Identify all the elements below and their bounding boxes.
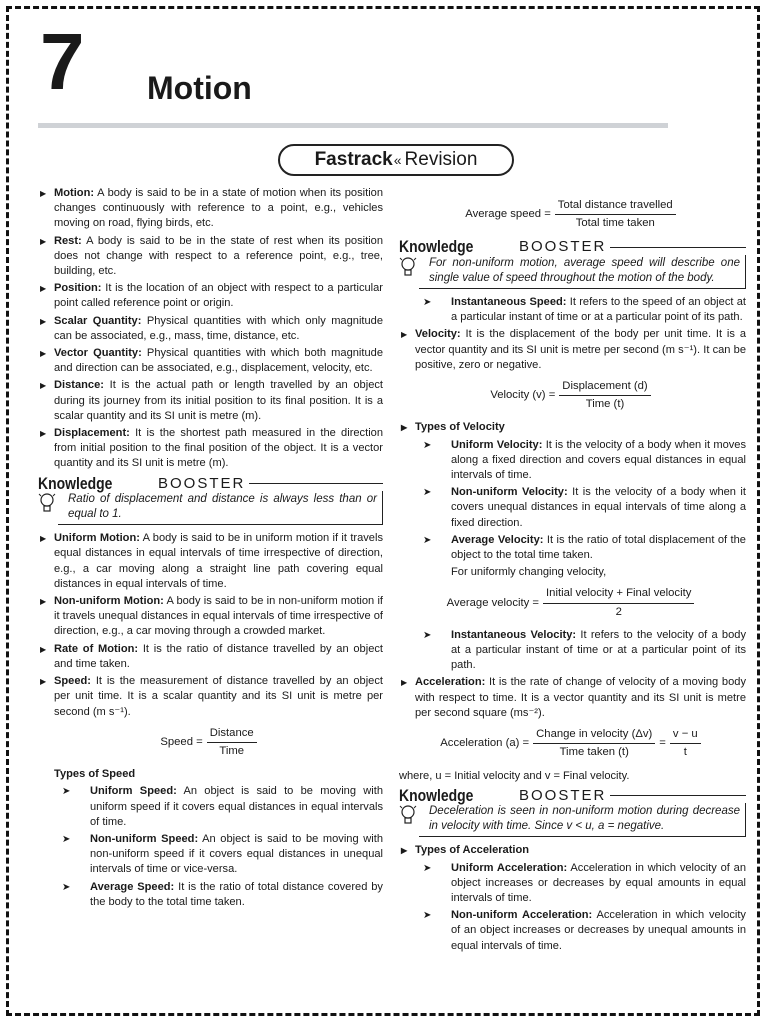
list-item: ▶ Vector Quantity: Physical quantities with which both magnitude and direction can be associated, e.g., displacement, velocity, etc. xyxy=(38,346,383,376)
list-item: ➤ Uniform Velocity: It is the velocity of a body when it moves along a fixed direction and covers equal distances in equal intervals of time. xyxy=(399,438,746,484)
banner-brand: Fastrack xyxy=(314,149,393,170)
chapter-title: Motion xyxy=(147,70,252,106)
list-item: ▶ Speed: It is the measurement of distance travelled by an object per unit time. It is a scalar quantity and its SI unit is metre per second (m s⁻¹). xyxy=(38,674,383,720)
list-item: ➤ Uniform Acceleration: Acceleration in which velocity of an object increases or decreases by equal amounts in equal intervals of time. xyxy=(399,861,746,907)
lightbulb-icon xyxy=(399,255,419,289)
list-item: ▶ Acceleration: It is the rate of change of velocity of a moving body with respect to time. It is a vector quantity and its SI unit is metre per second square (ms⁻²). xyxy=(399,675,746,721)
knowledge-booster: Knowledge BOOSTER For non-uniform motion, average speed will describe one single value of speed throughout the motion of the body. xyxy=(399,239,746,289)
types-of-velocity-heading: ▶ Types of Velocity xyxy=(399,420,746,435)
list-item: ▶ Rate of Motion: It is the ratio of distance travelled by an object and time taken. xyxy=(38,642,383,672)
list-item: ➤ Instantaneous Speed: It refers to the speed of an object at a particular instant of time or at a particular point of its path. xyxy=(399,295,746,325)
list-item: ▶ Velocity: It is the displacement of the body per unit time. It is a vector quantity and its SI unit is metre per second (m s⁻¹). It can be positive, zero or negative. xyxy=(399,327,746,373)
list-item: ➤ Non-uniform Acceleration: Acceleration in which velocity of an object increases or decreases by unequal amounts in equal intervals of time. xyxy=(399,908,746,954)
types-of-acceleration-heading: ▶ Types of Acceleration xyxy=(399,843,746,858)
average-velocity-formula: Average velocity = $\frac{\text{Initial velocity + Final velocity}}{2}$ xyxy=(399,586,746,619)
list-item: ▶ Scalar Quantity: Physical quantities with which only magnitude can be associated, e.g., mass, time, distance, etc. xyxy=(38,314,383,344)
note-text: For uniformly changing velocity, xyxy=(451,566,607,579)
list-item: ➤ Non-uniform Speed: An object is said to be moving with non-uniform speed if it covers equal distances in unequal intervals of time or vice-versa. xyxy=(38,832,383,878)
list-item: ▶ Distance: It is the actual path or length travelled by an object during its journey from its initial position to its final position. It is a scalar quantity and its SI unit is metre (m). xyxy=(38,378,383,424)
list-item: ➤ Non-uniform Velocity: It is the velocity of a body when it covers unequal distances in equal intervals of time along a fixed direction. xyxy=(399,485,746,531)
right-column xyxy=(399,198,746,956)
list-item: ▶ Non-uniform Motion: A body is said to be in non-uniform motion if it travels unequal distances in equal intervals of time irrespective of direction, e.g., a car moving through a crowded market. xyxy=(38,594,383,640)
list-item: ➤ Average Speed: It is the ratio of total distance covered by the body to the total time taken. xyxy=(38,880,383,910)
average-speed-formula: Average speed = $\frac{\text{Total distance travelled}}{\text{Total time taken}}$ xyxy=(399,198,746,231)
knowledge-booster: Knowledge BOOSTER Deceleration is seen in non-uniform motion during decrease in velocity with time. Since v < u, a = negative. xyxy=(399,788,746,838)
banner-arrow-icon: « xyxy=(393,152,402,168)
list-item: ➤ Instantaneous Velocity: It refers to the velocity of a body at a particular instant of time or at a particular point of its path. xyxy=(399,628,746,674)
velocity-formula: Velocity (v) = $\frac{\text{Displacement (d)}}{\text{Time (t)}}$ xyxy=(399,379,746,412)
list-item: ➤ Average Velocity: It is the ratio of total displacement of the object to the total time taken. xyxy=(399,533,746,563)
list-item: ▶ Position: It is the location of an object with respect to a particular point called reference point or origin. xyxy=(38,281,383,311)
list-item: ➤ Uniform Speed: An object is said to be moving with uniform speed if it covers equal distances in equal intervals of time. xyxy=(38,784,383,830)
lightbulb-icon xyxy=(399,803,419,837)
list-item: ▶ Rest: A body is said to be in the state of rest when its position does not change with respect to a reference point, e.g., tree, building, etc. xyxy=(38,234,383,280)
types-of-speed-heading: Types of Speed xyxy=(54,768,136,781)
where-text: where, u = Initial velocity and v = Final velocity. xyxy=(399,769,630,782)
banner-sub: Revision xyxy=(404,149,478,170)
list-item: ▶ Uniform Motion: A body is said to be in uniform motion if it travels equal distances in equal intervals of time irrespective of direction, e.g., a car moving along a straight line path covering equal distances in equal intervals of time. xyxy=(38,531,383,592)
acceleration-formula: Acceleration (a) = $\frac{\text{Change in velocity (Δv)}}{\text{Time taken (t)}}$ = $\frac{v - u}{t}$ xyxy=(399,727,746,760)
title-rule xyxy=(38,123,668,128)
speed-formula: Speed = $\frac{\text{Distance}}{\text{Time}}$ xyxy=(38,726,383,759)
chapter-number: 7 xyxy=(40,17,85,106)
list-item: ▶ Displacement: It is the shortest path measured in the direction from initial position to the final position of the object. It is a vector quantity and its SI unit is metre (m). xyxy=(38,426,383,472)
list-item: ▶ Motion: A body is said to be in a state of motion when its position changes continuously with reference to a point, e.g., vehicles moving on road, flying birds, etc. xyxy=(38,186,383,232)
lightbulb-icon xyxy=(38,491,58,525)
left-column xyxy=(38,186,383,912)
fastrack-banner xyxy=(278,144,514,176)
knowledge-booster: Knowledge BOOSTER Ratio of displacement and distance is always less than or equal to 1. xyxy=(38,476,383,526)
